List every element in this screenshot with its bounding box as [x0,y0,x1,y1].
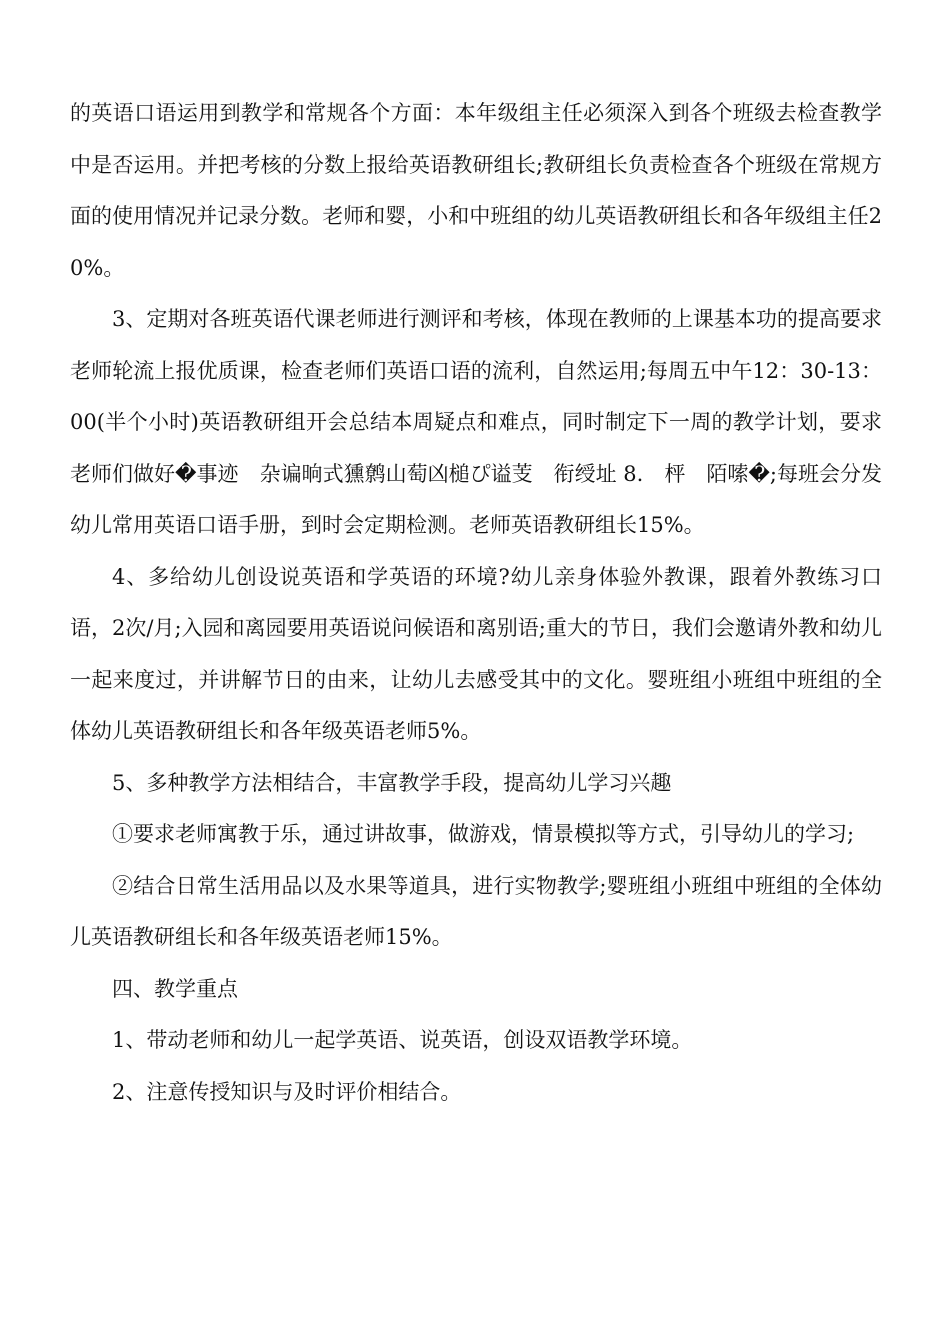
paragraph-item-3: 3、定期对各班英语代课老师进行测评和考核，体现在教师的上课基本功的提高要求老师轮流上报优质课，检查老师们英语口语的流利，自然运用;每周五中午12：30-13：00(半个小时)英语教研组开会总结本周疑点和难点，同时制定下一周的教学计划，要求老师们做好�事迹 杂谝晌式獯鹩山萄凶槌ぴ谥芰 衔绶址 8. 枰 陌嗦�;每班会分发幼儿常用英语口语手册，到时会定期检测。老师英语教研组长15%。 [70,307,882,537]
paragraph-item-5: 5、多种教学方法相结合，丰富教学手段，提高幼儿学习兴趣 [112,770,672,795]
paragraph-focus-2: 2、注意传授知识与及时评价相结合。 [112,1079,462,1104]
paragraph-continuation: 的英语口语运用到教学和常规各个方面：本年级组主任必须深入到各个班级去检查教学中是否运用。并把考核的分数上报给英语教研组长;教研组长负责检查各个班级在常规方面的使用情况并记录分数。老师和婴，小和中班组的幼儿英语教研组长和各年级组主任20%。 [70,101,882,280]
section-heading-teaching-focus: 四、教学重点 [112,976,238,1001]
paragraph-item-4: 4、多给幼儿创设说英语和学英语的环境?幼儿亲身体验外教课，跟着外教练习口语，2次/月;入园和离园要用英语说问候语和离别语;重大的节日，我们会邀请外教和幼儿一起来度过，并讲解节日的由来，让幼儿去感受其中的文化。婴班组小班组中班组的全体幼儿英语教研组长和各年级英语老师5%。 [70,564,882,743]
paragraph-focus-1: 1、带动老师和幼儿一起学英语、说英语，创设双语教学环境。 [112,1028,693,1052]
paragraph-sub-item-2: ②结合日常生活用品以及水果等道具，进行实物教学;婴班组小班组中班组的全体幼儿英语教研组长和各年级英语老师15%。 [70,873,882,949]
paragraph-sub-item-1: ①要求老师寓教于乐，通过讲故事，做游戏，情景模拟等方式，引导幼儿的学习; [112,822,855,846]
document-body [70,88,882,1118]
